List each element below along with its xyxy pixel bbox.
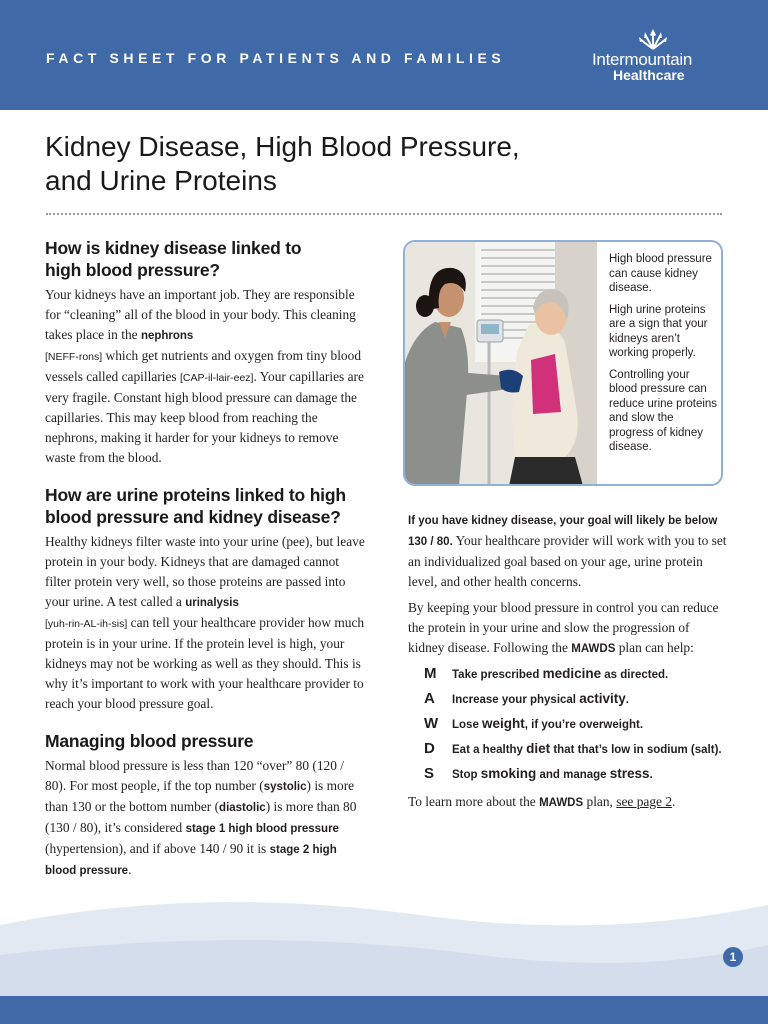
left-column: [45, 237, 365, 881]
mawds-letter: W: [424, 715, 439, 732]
mawds-letter: S: [424, 765, 435, 782]
term-urinalysis: urinalysis: [185, 597, 239, 609]
document-title: [45, 130, 705, 198]
s2-text-b: can tell your healthcare provider how much protein is in your urine. If the protein level is high, your kidneys may not be working as well as they should. This is why it’s important to work with your healthcare provider to reach your blood pressure goal.: [45, 615, 365, 711]
mawds-text: Stop smoking and manage stress.: [452, 766, 653, 781]
mawds-text: Take prescribed medicine as directed.: [452, 666, 669, 681]
term-stage1: stage 1 high blood pressure: [185, 823, 339, 835]
section2-paragraph: [45, 532, 365, 714]
photo-caption: [609, 252, 719, 462]
s1-text-a: Your kidneys have an important job. They are responsible for “cleaning” all of the blood in your body. This cleaning takes place in the: [45, 287, 356, 342]
s3-text-d: (hypertension), and if above 140 / 90 it is: [45, 841, 270, 856]
s1-text-b: which get nutrients and oxygen from tiny blood vessels called capillaries: [45, 348, 362, 384]
goal-paragraph: [408, 510, 728, 592]
caption-2: High urine proteins are a sign that your kidneys aren’t working properly.: [609, 303, 708, 359]
page-number-badge: 1: [723, 947, 743, 967]
footer-band: [0, 996, 768, 1024]
learn-more-paragraph: To learn more about the MAWDS plan, see page 2.: [408, 794, 676, 809]
mawds-letter: D: [424, 740, 435, 757]
section2-heading-line1: How are urine proteins linked to high: [45, 485, 346, 505]
section3-heading: Managing blood pressure: [45, 731, 254, 751]
logo-leaf-icon: [636, 28, 670, 50]
keeping-paragraph: [408, 598, 728, 659]
list-item: [408, 665, 728, 690]
section1-paragraph: [45, 285, 365, 468]
title-line1: Kidney Disease, High Blood Pressure,: [45, 131, 520, 162]
term-mawds-2: MAWDS: [539, 797, 584, 809]
mawds-letter: M: [424, 665, 437, 682]
term-systolic: systolic: [263, 781, 307, 793]
intermountain-logo: [592, 28, 732, 88]
mawds-key: medicine: [542, 666, 602, 681]
section3-paragraph: [45, 756, 365, 881]
mawds-letter: A: [424, 690, 435, 707]
section1-heading: [45, 237, 365, 281]
nurse-patient-photo: [405, 242, 597, 486]
section1-heading-line2: high blood pressure?: [45, 260, 220, 280]
section2-heading-line2: blood pressure and kidney disease?: [45, 507, 341, 527]
pron-capillaries: [CAP-il-lair-eez]: [179, 372, 254, 384]
logo-line2: Healthcare: [613, 67, 685, 83]
section2-heading: [45, 484, 365, 528]
mawds-key: stress: [609, 766, 650, 781]
caption-3: Controlling your blood pressure can reduce urine proteins and slow the progress of kidney disease.: [609, 368, 718, 453]
mawds-key: weight: [482, 716, 525, 731]
section1-heading-line1: How is kidney disease linked to: [45, 238, 302, 258]
s3-text-c: ) is more than 80 (130 / 80), it’s considered: [45, 799, 357, 835]
list-item: [408, 715, 728, 740]
caption-1: High blood pressure can cause kidney disease.: [609, 253, 712, 294]
keeping-text-end: plan can help:: [615, 640, 694, 655]
mawds-list: [408, 665, 728, 790]
goal-rest: Your healthcare provider will work with you to set an individualized goal based on your age, urine protein level, and other health concerns.: [408, 533, 727, 589]
logo-line1: Intermountain: [592, 50, 693, 69]
pron-nephrons: [NEFF-rons]: [45, 351, 103, 363]
mawds-text: Lose weight, if you’re overweight.: [452, 716, 644, 731]
term-diastolic: diastolic: [219, 802, 266, 814]
dotted-divider: [46, 213, 722, 215]
title-line2: and Urine Proteins: [45, 165, 277, 196]
mawds-key: smoking: [480, 766, 537, 781]
keeping-text: By keeping your blood pressure in control you can reduce the protein in your urine and slow the progression of kidney disease. Following the: [408, 600, 719, 655]
s2-text-a: Healthy kidneys filter waste into your urine (pee), but leave protein in your body. Kidneys that are damaged cannot filter protein very well, so those proteins are passed into your urine. A test called a: [45, 534, 365, 609]
photo-sidebar: [403, 240, 723, 486]
list-item: [408, 765, 728, 790]
mawds-text: Eat a healthy diet that that’s low in sodium (salt).: [452, 741, 722, 756]
s3-text-a: Normal blood pressure is less than 120 “over” 80 (120 / 80). For most people, if the top number (: [45, 758, 344, 793]
see-page-2-link[interactable]: see page 2: [616, 794, 673, 809]
mawds-text: Increase your physical activity.: [452, 691, 629, 706]
term-stage2: stage 2 high blood pressure: [45, 844, 337, 877]
mawds-key: activity: [579, 691, 626, 706]
fact-sheet-label: FACT SHEET FOR PATIENTS AND FAMILIES: [46, 50, 506, 66]
right-column: [408, 510, 728, 813]
term-nephrons: nephrons: [140, 330, 194, 342]
list-item: [408, 740, 728, 765]
s3-text-b: ) is more than 130 or the bottom number (: [45, 778, 355, 814]
goal-lead: If you have kidney disease, your goal will likely be below 130 / 80.: [408, 515, 718, 548]
s1-text-c: . Your capillaries are very fragile. Constant high blood pressure can damage the capillaries. This may keep blood from reaching the nephrons, making it harder for your kidneys to remove waste from the blood.: [45, 369, 364, 465]
s3-text-e: .: [128, 862, 132, 877]
mawds-key: diet: [526, 741, 551, 756]
list-item: [408, 690, 728, 715]
pron-urinalysis: [yuh-rin-AL-ih-sis]: [45, 618, 128, 630]
term-mawds: MAWDS: [571, 643, 616, 655]
